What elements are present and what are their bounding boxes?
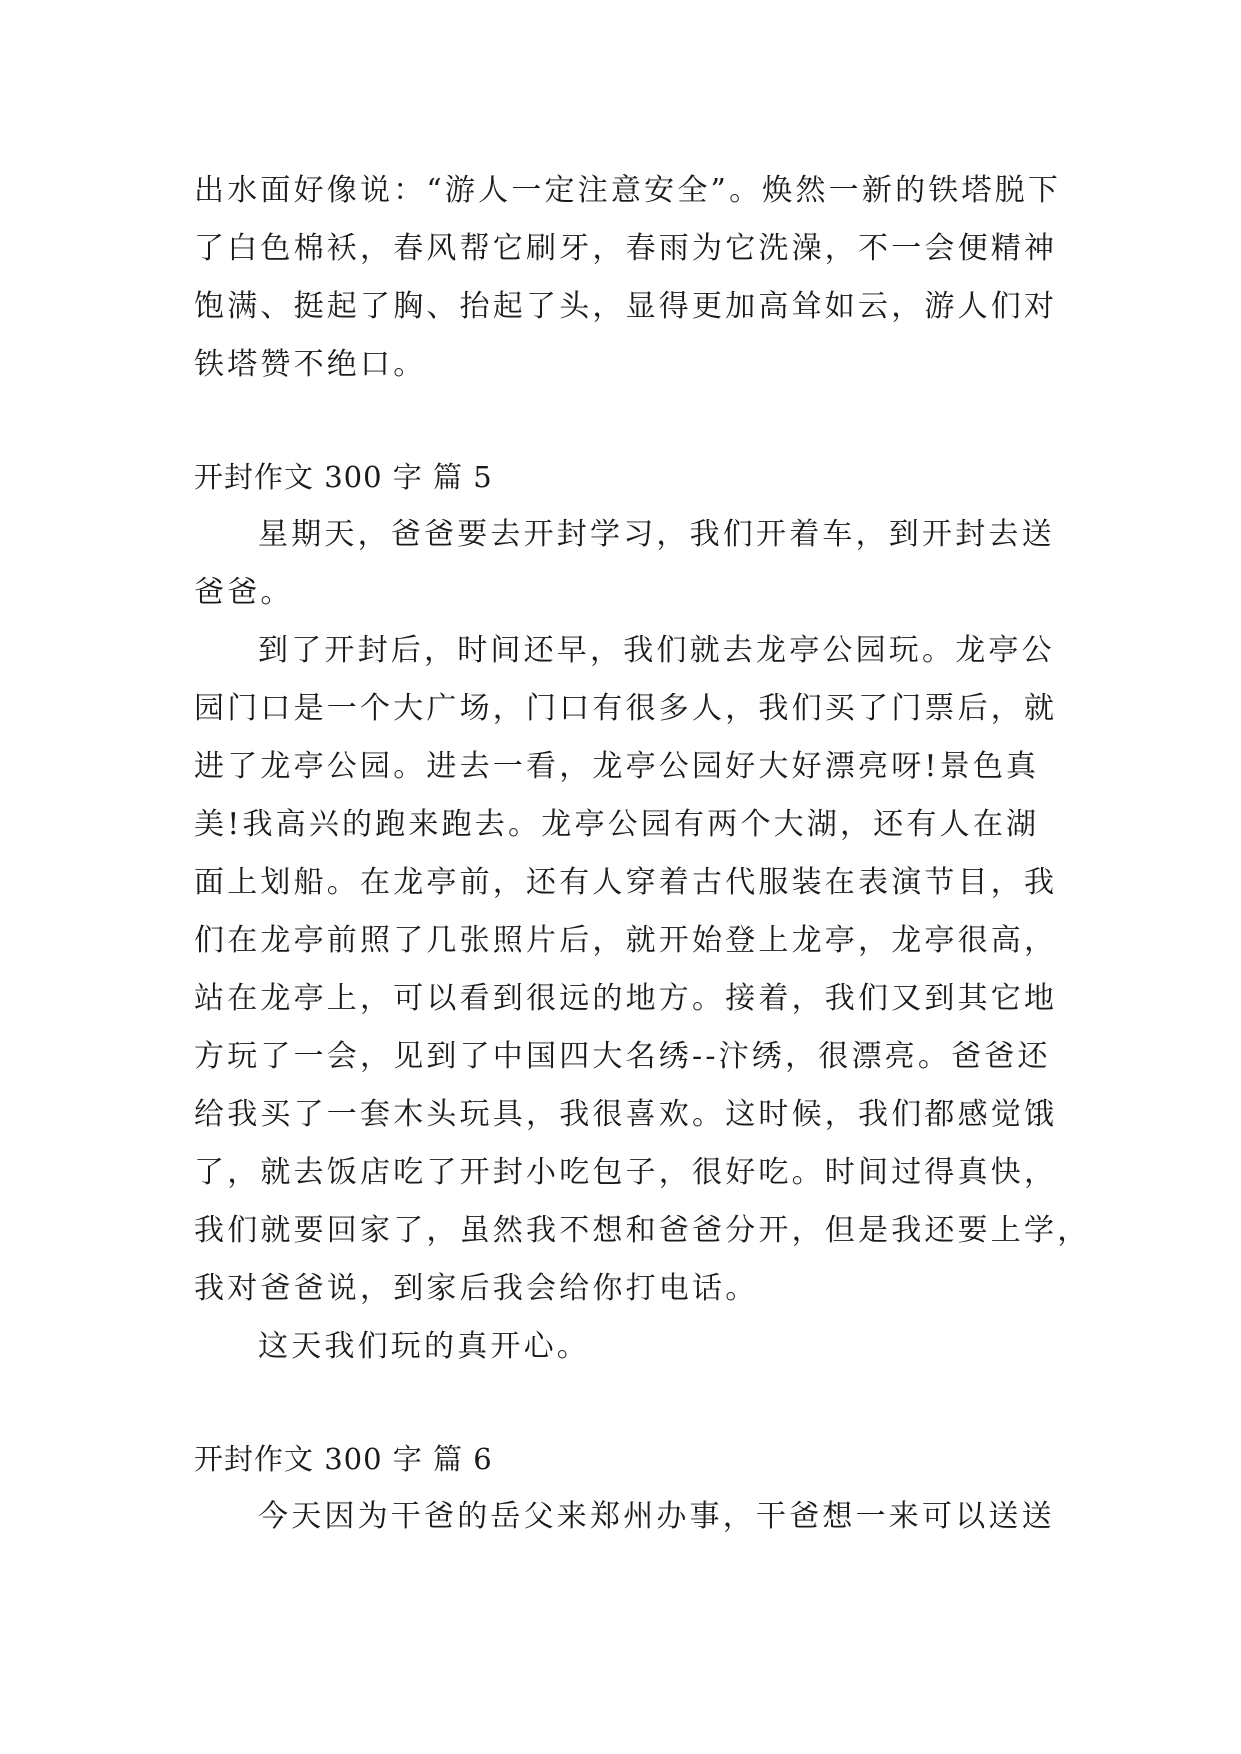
text-line: 美!我高兴的跑来跑去。龙亭公园有两个大湖，还有人在湖 [194,807,1040,842]
document-page [194,162,1091,1546]
text-line: 了，就去饭店吃了开封小吃包子，很好吃。时间过得真快， [194,1155,1058,1190]
section-heading: 开封作文 300 字 篇 5 [194,460,493,494]
text-line: 站在龙亭上，可以看到很远的地方。接着，我们又到其它地 [194,981,1058,1016]
paragraph [194,1318,1056,1376]
text-line: 到了开封后，时间还早，我们就去龙亭公园玩。龙亭公 [258,633,1055,668]
paragraph-continued [194,162,1062,394]
section-heading: 开封作文 300 字 篇 6 [194,1442,493,1476]
text-line: 们在龙亭前照了几张照片后，就开始登上龙亭，龙亭很高， [194,923,1058,958]
text-line: 爸爸。 [194,575,294,610]
text-line: 这天我们玩的真开心。 [258,1329,590,1364]
text-line: 星期天，爸爸要去开封学习，我们开着车，到开封去送 [258,517,1055,552]
section-gap [194,1376,1056,1430]
paragraph [194,1488,1056,1546]
text-line: 我们就要回家了，虽然我不想和爸爸分开，但是我还要上学， [194,1213,1091,1248]
text-line: 出水面好像说：“游人一定注意安全”。焕然一新的铁塔脱下 [194,173,1062,208]
paragraph [194,622,1091,1318]
text-line: 今天因为干爸的岳父来郑州办事，干爸想一来可以送送 [258,1499,1055,1534]
section-6 [194,1430,1056,1546]
text-line: 园门口是一个大广场，门口有很多人，我们买了门票后，就 [194,691,1058,726]
text-line: 给我买了一套木头玩具，我很喜欢。这时候，我们都感觉饿 [194,1097,1058,1132]
text-line: 面上划船。在龙亭前，还有人穿着古代服装在表演节目，我 [194,865,1058,900]
text-line: 方玩了一会，见到了中国四大名绣--汴绣，很漂亮。爸爸还 [194,1039,1051,1074]
text-line: 进了龙亭公园。进去一看，龙亭公园好大好漂亮呀!景色真 [194,749,1040,784]
text-line: 了白色棉袄，春风帮它刷牙，春雨为它洗澡，不一会便精神 [194,231,1058,266]
text-line: 饱满、挺起了胸、抬起了头，显得更加高耸如云，游人们对 [194,289,1058,324]
text-line: 我对爸爸说，到家后我会给你打电话。 [194,1271,759,1306]
text-line: 铁塔赞不绝口。 [194,347,427,382]
section-gap [194,394,1056,448]
section-5 [194,448,1091,1376]
paragraph [194,506,1056,622]
